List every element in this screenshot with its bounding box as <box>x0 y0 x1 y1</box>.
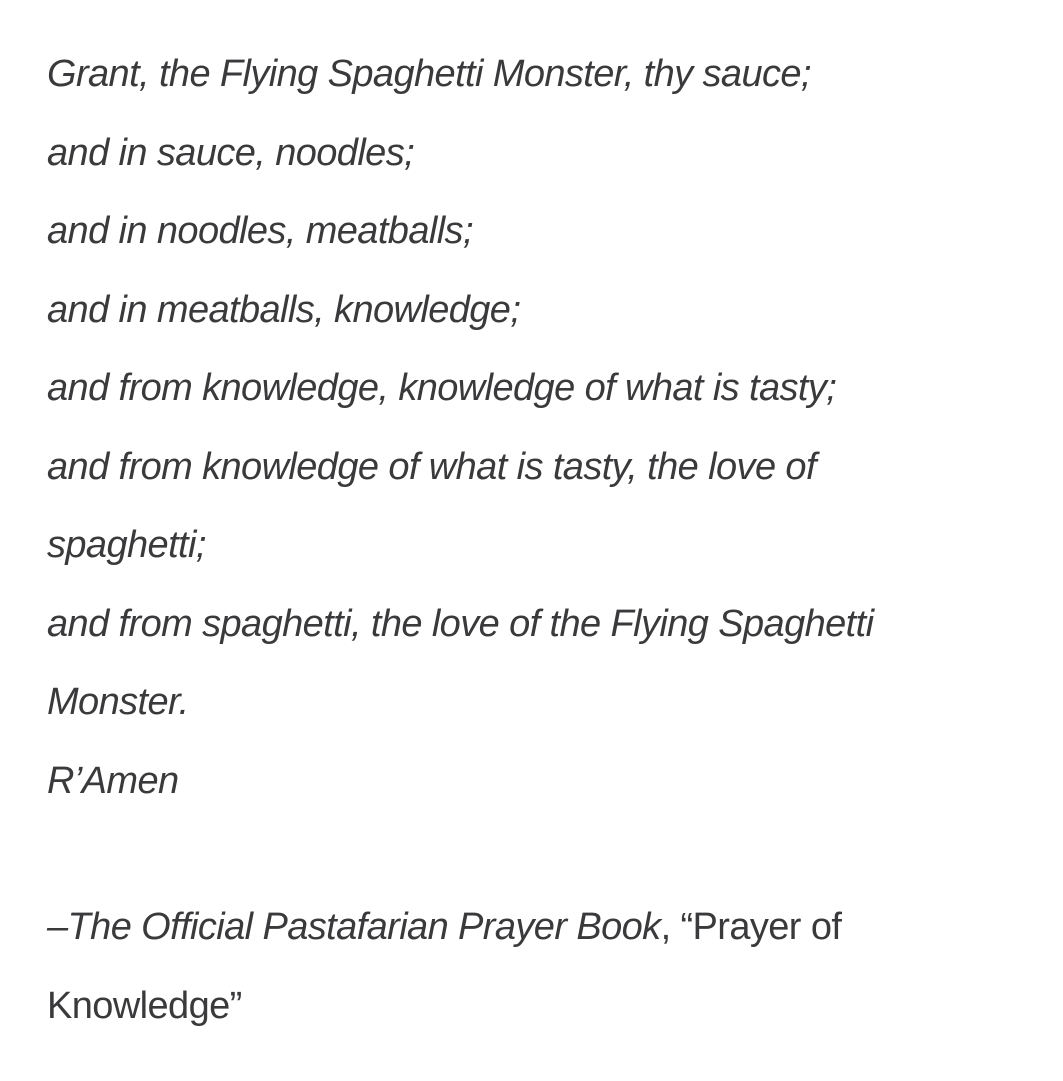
citation-separator: , <box>660 906 681 948</box>
prayer-text <box>47 35 1027 820</box>
citation-book-title: The Official Pastafarian Prayer Book <box>67 906 661 948</box>
prayer-line: Grant, the Flying Spaghetti Monster, thy sauce; <box>47 53 811 95</box>
prayer-line: R’Amen <box>47 759 179 802</box>
prayer-line: and in meatballs, knowledge; <box>47 288 521 331</box>
prayer-page <box>47 35 1027 1045</box>
prayer-line: spaghetti; <box>47 524 206 566</box>
prayer-line: Monster. <box>47 681 189 723</box>
citation-dash: – <box>47 906 68 948</box>
prayer-line: and from spaghetti, the love of the Flying Spaghetti <box>47 602 874 645</box>
citation-line-2: Knowledge” <box>47 984 242 1027</box>
citation-line-1 <box>47 888 1027 967</box>
prayer-line: and from knowledge, knowledge of what is tasty; <box>47 367 837 409</box>
prayer-line: and in noodles, meatballs; <box>47 210 473 252</box>
paragraph-gap <box>47 820 1027 888</box>
prayer-line: and from knowledge of what is tasty, the love of <box>47 445 816 488</box>
citation-prayer-title: “Prayer of <box>680 906 842 948</box>
citation <box>47 888 1027 1045</box>
prayer-line: and in sauce, noodles; <box>47 131 415 174</box>
